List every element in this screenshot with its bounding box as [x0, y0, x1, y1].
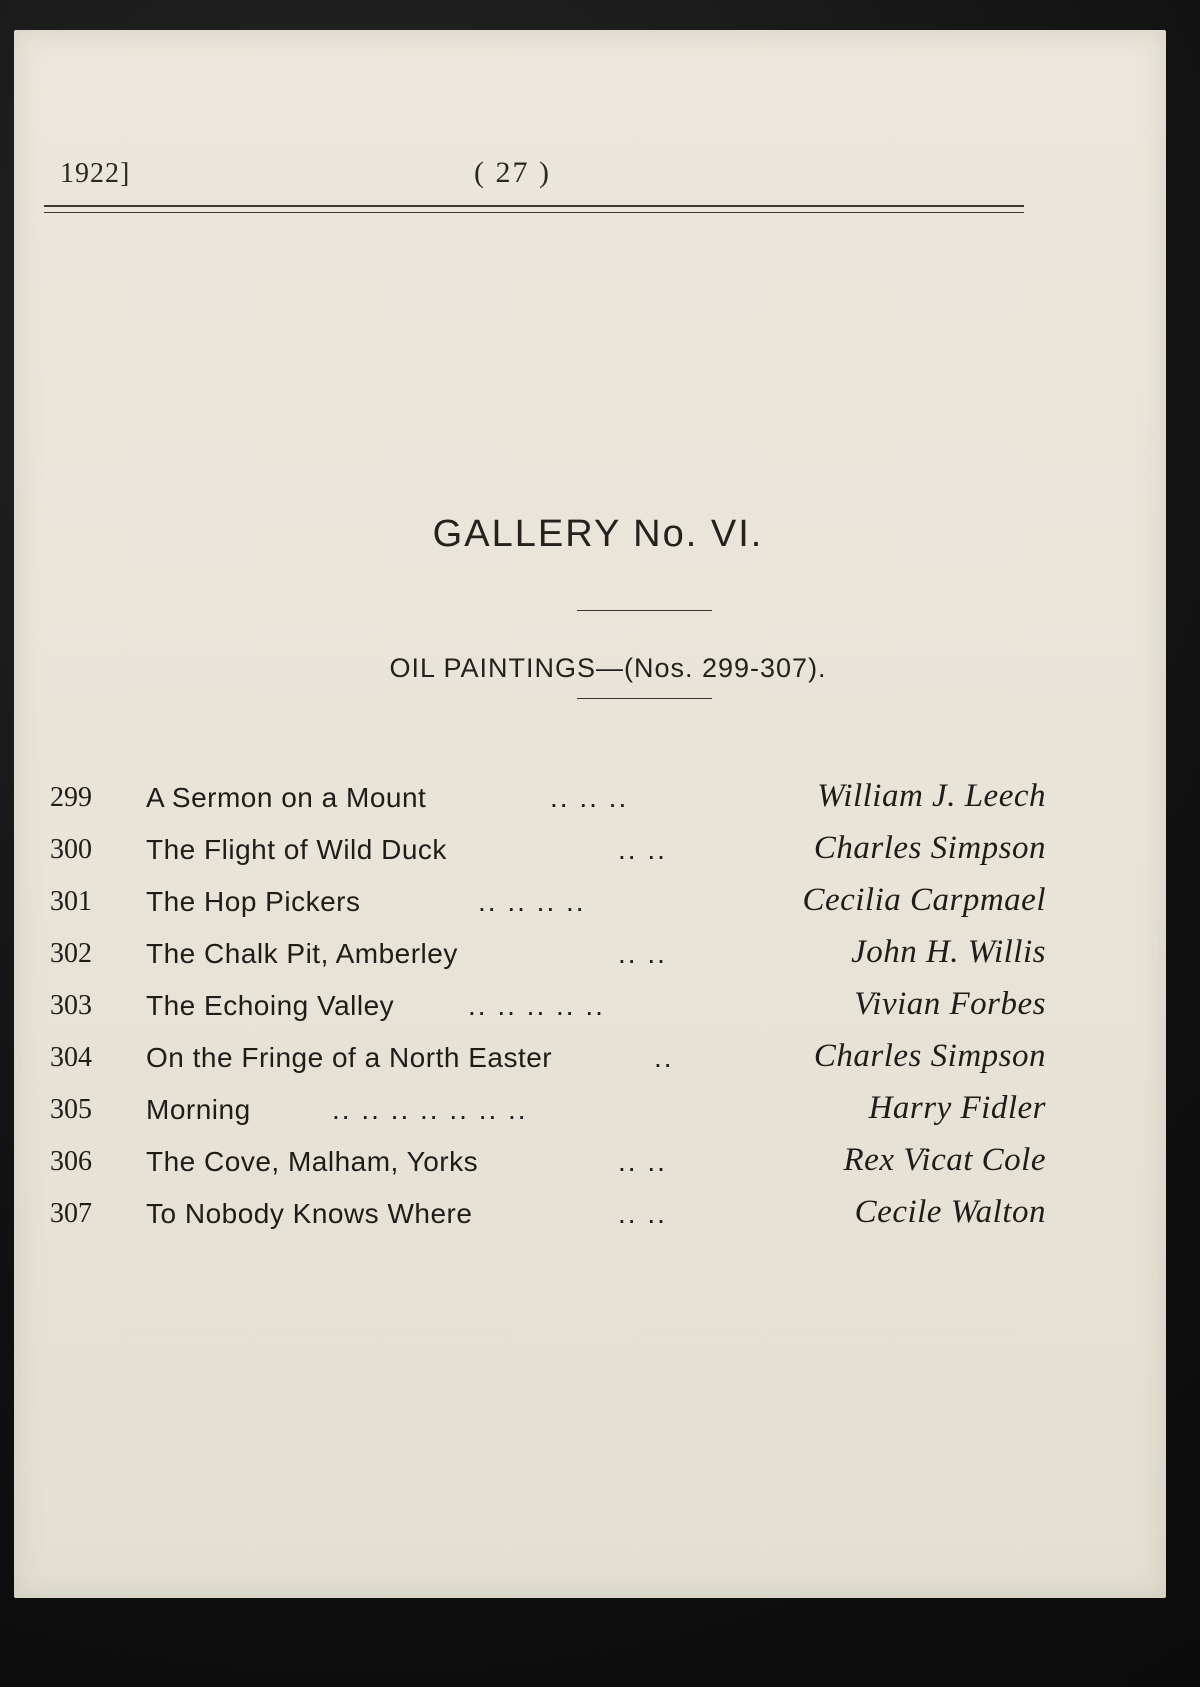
entry-number: 306 — [50, 1146, 92, 1177]
gallery-title: GALLERY No. VI. — [432, 513, 764, 555]
entry-title: The Echoing Valley — [146, 990, 395, 1021]
entry-artist: Cecilia Carpmael — [802, 882, 1046, 918]
dot-leader: .. — [654, 1042, 674, 1073]
list-item — [50, 1188, 1046, 1240]
entry-artist: John H. Willis — [851, 934, 1046, 970]
list-item — [50, 980, 1046, 1032]
dot-leader: .. .. — [618, 938, 667, 969]
running-head — [44, 150, 1029, 200]
dot-leader: .. .. .. — [550, 782, 629, 813]
entry-artist: Vivian Forbes — [854, 986, 1046, 1022]
list-item — [50, 876, 1046, 928]
entry-artist: Charles Simpson — [813, 1038, 1046, 1074]
header-double-rule — [44, 205, 1024, 213]
list-item — [50, 1032, 1046, 1084]
entry-artist: Harry Fidler — [868, 1090, 1046, 1126]
entry-number: 301 — [50, 886, 92, 917]
list-item — [50, 1084, 1046, 1136]
entry-number: 304 — [50, 1042, 92, 1073]
entry-number: 302 — [50, 938, 92, 969]
dot-leader: .. .. — [618, 1198, 667, 1229]
section-subtitle: OIL PAINTINGS—(Nos. 299-307). — [389, 653, 827, 683]
entry-title: On the Fringe of a North Easter — [146, 1042, 553, 1073]
entry-title: To Nobody Knows Where — [146, 1198, 473, 1229]
subtitle-divider — [577, 698, 712, 699]
entry-title: Morning — [146, 1094, 251, 1125]
entry-title: The Hop Pickers — [146, 886, 361, 917]
dot-leader: .. .. — [618, 834, 667, 865]
entry-number: 307 — [50, 1198, 92, 1229]
entry-number: 299 — [50, 782, 92, 813]
list-item — [50, 772, 1046, 824]
title-divider — [577, 610, 712, 611]
year-label: 1922] — [60, 158, 131, 189]
entry-number: 305 — [50, 1094, 92, 1125]
list-item — [50, 824, 1046, 876]
entry-title: The Chalk Pit, Amberley — [146, 938, 458, 969]
catalogue-page — [14, 30, 1166, 1598]
entry-artist: Cecile Walton — [854, 1194, 1046, 1230]
list-item — [50, 928, 1046, 980]
list-item — [50, 1136, 1046, 1188]
entry-title: The Flight of Wild Duck — [146, 834, 447, 865]
entry-number: 303 — [50, 990, 92, 1021]
entry-artist: Charles Simpson — [813, 830, 1046, 866]
entry-title: A Sermon on a Mount — [146, 782, 427, 813]
entry-list — [50, 772, 1046, 1240]
entry-title: The Cove, Malham, Yorks — [146, 1146, 479, 1177]
dot-leader: .. .. .. .. .. — [468, 990, 605, 1021]
page-number: ( 27 ) — [474, 156, 551, 189]
dot-leader: .. .. .. .. .. .. .. — [332, 1094, 528, 1125]
entry-artist: William J. Leech — [817, 778, 1046, 814]
entry-artist: Rex Vicat Cole — [843, 1142, 1046, 1178]
entry-number: 300 — [50, 834, 92, 865]
dot-leader: .. .. .. .. — [478, 886, 586, 917]
dot-leader: .. .. — [618, 1146, 667, 1177]
